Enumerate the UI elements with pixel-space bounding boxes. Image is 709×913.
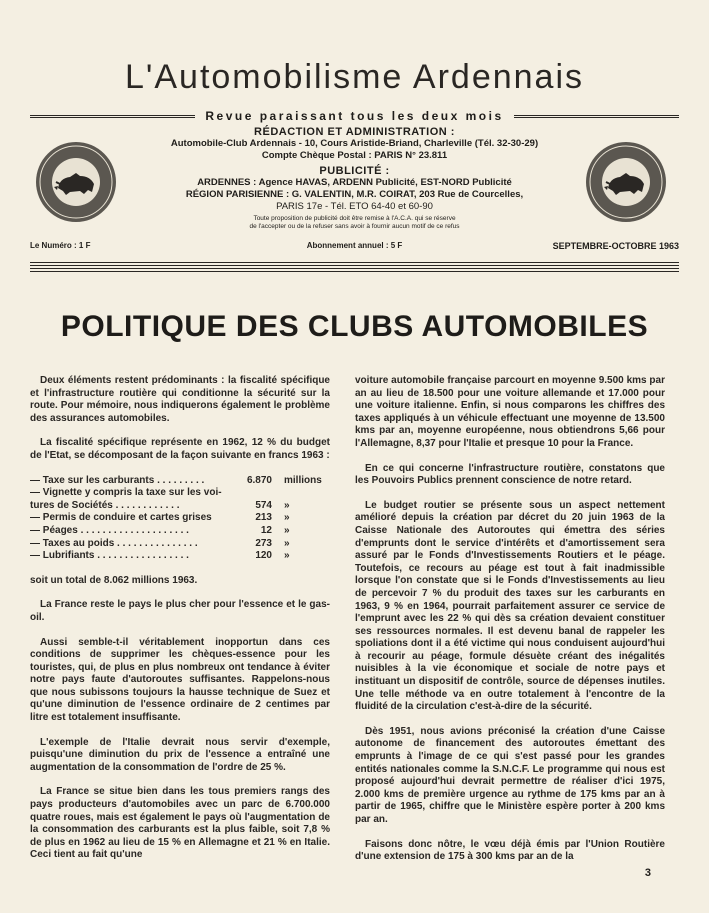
paragraph: Le budget routier se présente sous un aspect nettement amélioré depuis la création par décret du 20 juin 1963 de la Caisse Nationale des Autoroutes qui émettra des séries d'emprunts dont le service d'intérêts et d'amortissement sera assuré par le Fonds d'Investissements Routiers et le péage. Toutefois, ce recours au péage est tout à fait inadmissible lorsque l'on constate que si le Fonds d'Investissements au lieu de percevoir 7 % du produit des taxes sur les carburants en 1963, 9 % en 1964, pourrait parfaitement assurer ce service de l'emprunt avec les 22 % qui dès sa création devaient constituer ses ressources normales. Il est devenu banal de rappeler les spoliations dont il a été victime qui nous conduisent aujourd'hui à recourir au péage, formule désuète créant des inégalités nuisibles à la vie économique et sociale de notre pays et instituant un dispositif de contrôle, source de dépenses inutiles. Une telle méthode va en outre totalement à l'encontre de la fluidité de la circulation c'est-à-dire de la sécurité. xyxy=(355,499,665,713)
tax-row xyxy=(30,550,330,563)
tax-label: — Péages . . . . . . . . . . . . . . . . . . . . xyxy=(30,524,189,536)
tax-unit xyxy=(280,487,330,500)
header-divider-1 xyxy=(30,262,679,266)
club-emblem-left xyxy=(34,140,118,224)
redaction-ccp: Compte Chèque Postal : PARIS N° 23.811 xyxy=(261,150,448,161)
header-divider-2 xyxy=(30,268,679,272)
tax-label: — Permis de conduire et cartes grises xyxy=(30,512,212,524)
article-column-left xyxy=(30,375,330,874)
tax-row xyxy=(30,512,330,525)
page-number: 3 xyxy=(644,867,651,879)
masthead-title: L'Automobilisme Ardennais xyxy=(124,58,585,96)
tax-label: tures de Sociétés . . . . . . . . . . . . xyxy=(30,499,180,511)
tax-row xyxy=(30,538,330,551)
tax-unit: millions xyxy=(284,474,322,486)
tax-label: — Lubrifiants . . . . . . . . . . . . . . . . . xyxy=(30,550,189,562)
publicite-ardennes: ARDENNES : Agence HAVAS, ARDENN Publicité, EST-NORD Publicité xyxy=(197,177,512,188)
subtitle-rule-left xyxy=(30,115,195,118)
publicite-note-1: Toute proposition de publicité doit être remise à l'A.C.A. qui se réserve xyxy=(253,215,456,222)
subscription-price: Abonnement annuel : 5 F xyxy=(306,241,403,250)
paragraph: voiture automobile française parcourt en moyenne 9.500 kms par an au lieu de 18.500 pour une voiture allemande et 17.000 pour une voiture italienne. Enfin, si nous comparons les chiffres des taxes appliqués à un véhicule effectuant une moyenne de 13.500 kms par an, moyenne européenne, nous obtiendrons 5,66 pour l'Allemagne, 8,37 pour l'Italie et presque 10 pour la France. xyxy=(355,375,665,449)
tax-unit: » xyxy=(284,499,290,511)
publicite-paris: PARIS 17e - Tél. ETO 64-40 et 60-90 xyxy=(276,201,433,212)
masthead-subtitle: Revue paraissant tous les deux mois xyxy=(205,109,504,123)
publicite-heading: PUBLICITÉ : xyxy=(319,165,390,177)
tax-value: 6.870 xyxy=(246,474,272,486)
tax-value: 12 xyxy=(260,524,272,536)
club-emblem-right xyxy=(584,140,668,224)
redaction-heading: RÉDACTION ET ADMINISTRATION : xyxy=(254,126,455,138)
paragraph: En ce qui concerne l'infrastructure routière, constatons que les Pouvoirs Publics prennent conscience de notre retard. xyxy=(355,462,665,487)
tax-row xyxy=(30,500,330,513)
issue-price: Le Numéro : 1 F xyxy=(30,241,91,250)
tax-value: 213 xyxy=(255,512,272,524)
paragraph: La fiscalité spécifique représente en 1962, 12 % du budget de l'Etat, se décomposant de la façon suivante en francs 1963 : xyxy=(30,437,330,461)
tax-label: — Vignette y compris la taxe sur les voi- xyxy=(30,487,222,499)
paragraph: La France se situe bien dans les tous premiers rangs des pays producteurs d'automobiles avec un parc de 6.700.000 quatre roues, mais est également le pays où l'augmentation de la consommation des carburants est la plus faible, soit 7,8 % de plus en 1962 au lieu de 15 % en Allemagne et 21 % en Italie. Ceci tient au fait qu'une xyxy=(30,786,330,861)
tax-label: — Taxe sur les carburants . . . . . . . . . xyxy=(30,474,205,486)
tax-row xyxy=(30,487,330,500)
paragraph: Faisons donc nôtre, le vœu déjà émis par l'Union Routière d'une extension de 175 à 300 kms par an de la xyxy=(355,838,665,863)
publicite-region: RÉGION PARISIENNE : G. VALENTIN, M.R. COIRAT, 203 Rue de Courcelles, xyxy=(185,189,524,200)
tax-list xyxy=(30,475,330,563)
tax-row xyxy=(30,475,330,488)
paragraph: Deux éléments restent prédominants : la fiscalité spécifique et l'infrastructure routière qui conditionne la sécurité sur la route. Pour mémoire, nous indiquerons également le problème des assurances automobiles. xyxy=(30,375,330,424)
subtitle-rule-right xyxy=(514,115,679,118)
tax-unit: » xyxy=(284,524,290,536)
tax-row xyxy=(30,525,330,538)
tax-value xyxy=(228,487,280,500)
publicite-note-2: de l'accepter ou de la refuser sans avoir à fournir aucun motif de ce refus xyxy=(249,223,460,230)
paragraph: Dès 1951, nous avions préconisé la création d'une Caisse autonome de financement des autoroutes émettant des emprunts à l'image de ce qui s'est passé pour les grandes entités nationales comme la S.N.C.F. Le programme qui nous est proposé aujourd'hui devrait permettre de réaliser d'ici 1975, 2.000 kms de première urgence au rythme de 175 kms par an à partir de 1965, chiffre que le Ministère espère porter à 200 kms par an. xyxy=(355,725,665,825)
masthead-info-block xyxy=(140,126,569,231)
tax-unit: » xyxy=(284,550,290,562)
subtitle-row xyxy=(30,109,679,123)
paragraph: soit un total de 8.062 millions 1963. xyxy=(30,574,198,586)
paragraph: La France reste le pays le plus cher pour l'essence et le gas-oil. xyxy=(30,599,330,623)
tax-label: — Taxes au poids . . . . . . . . . . . . . . . xyxy=(30,537,198,549)
issue-date: SEPTEMBRE-OCTOBRE 1963 xyxy=(552,241,679,251)
paragraph: Aussi semble-t-il véritablement inopportun dans ces conditions de supprimer les chèques-essence pour les touristes, qui, de plus en plus nombreux ont tendance à éviter notre pays faute d'autoroutes suffisantes. Rappelons-nous que nous subissons toujours la hausse technique de Suez et qu'une diminution de l'essence ordinaire de 2 centimes par litre est totalement insuffisante. xyxy=(30,636,330,724)
tax-value: 574 xyxy=(255,499,272,511)
article-column-right xyxy=(355,375,665,876)
article-title: POLITIQUE DES CLUBS AUTOMOBILES xyxy=(60,310,649,343)
tax-value: 273 xyxy=(255,537,272,549)
paragraph: L'exemple de l'Italie devrait nous servir d'exemple, puisqu'une diminution du prix de l'essence a entraîné une augmentation de la consommation de l'ordre de 25 %. xyxy=(30,736,330,773)
redaction-address: Automobile-Club Ardennais - 10, Cours Aristide-Briand, Charleville (Tél. 32-30-29) xyxy=(170,138,539,149)
tax-value: 120 xyxy=(255,550,272,562)
tax-unit: » xyxy=(284,512,290,524)
tax-unit: » xyxy=(284,537,290,549)
